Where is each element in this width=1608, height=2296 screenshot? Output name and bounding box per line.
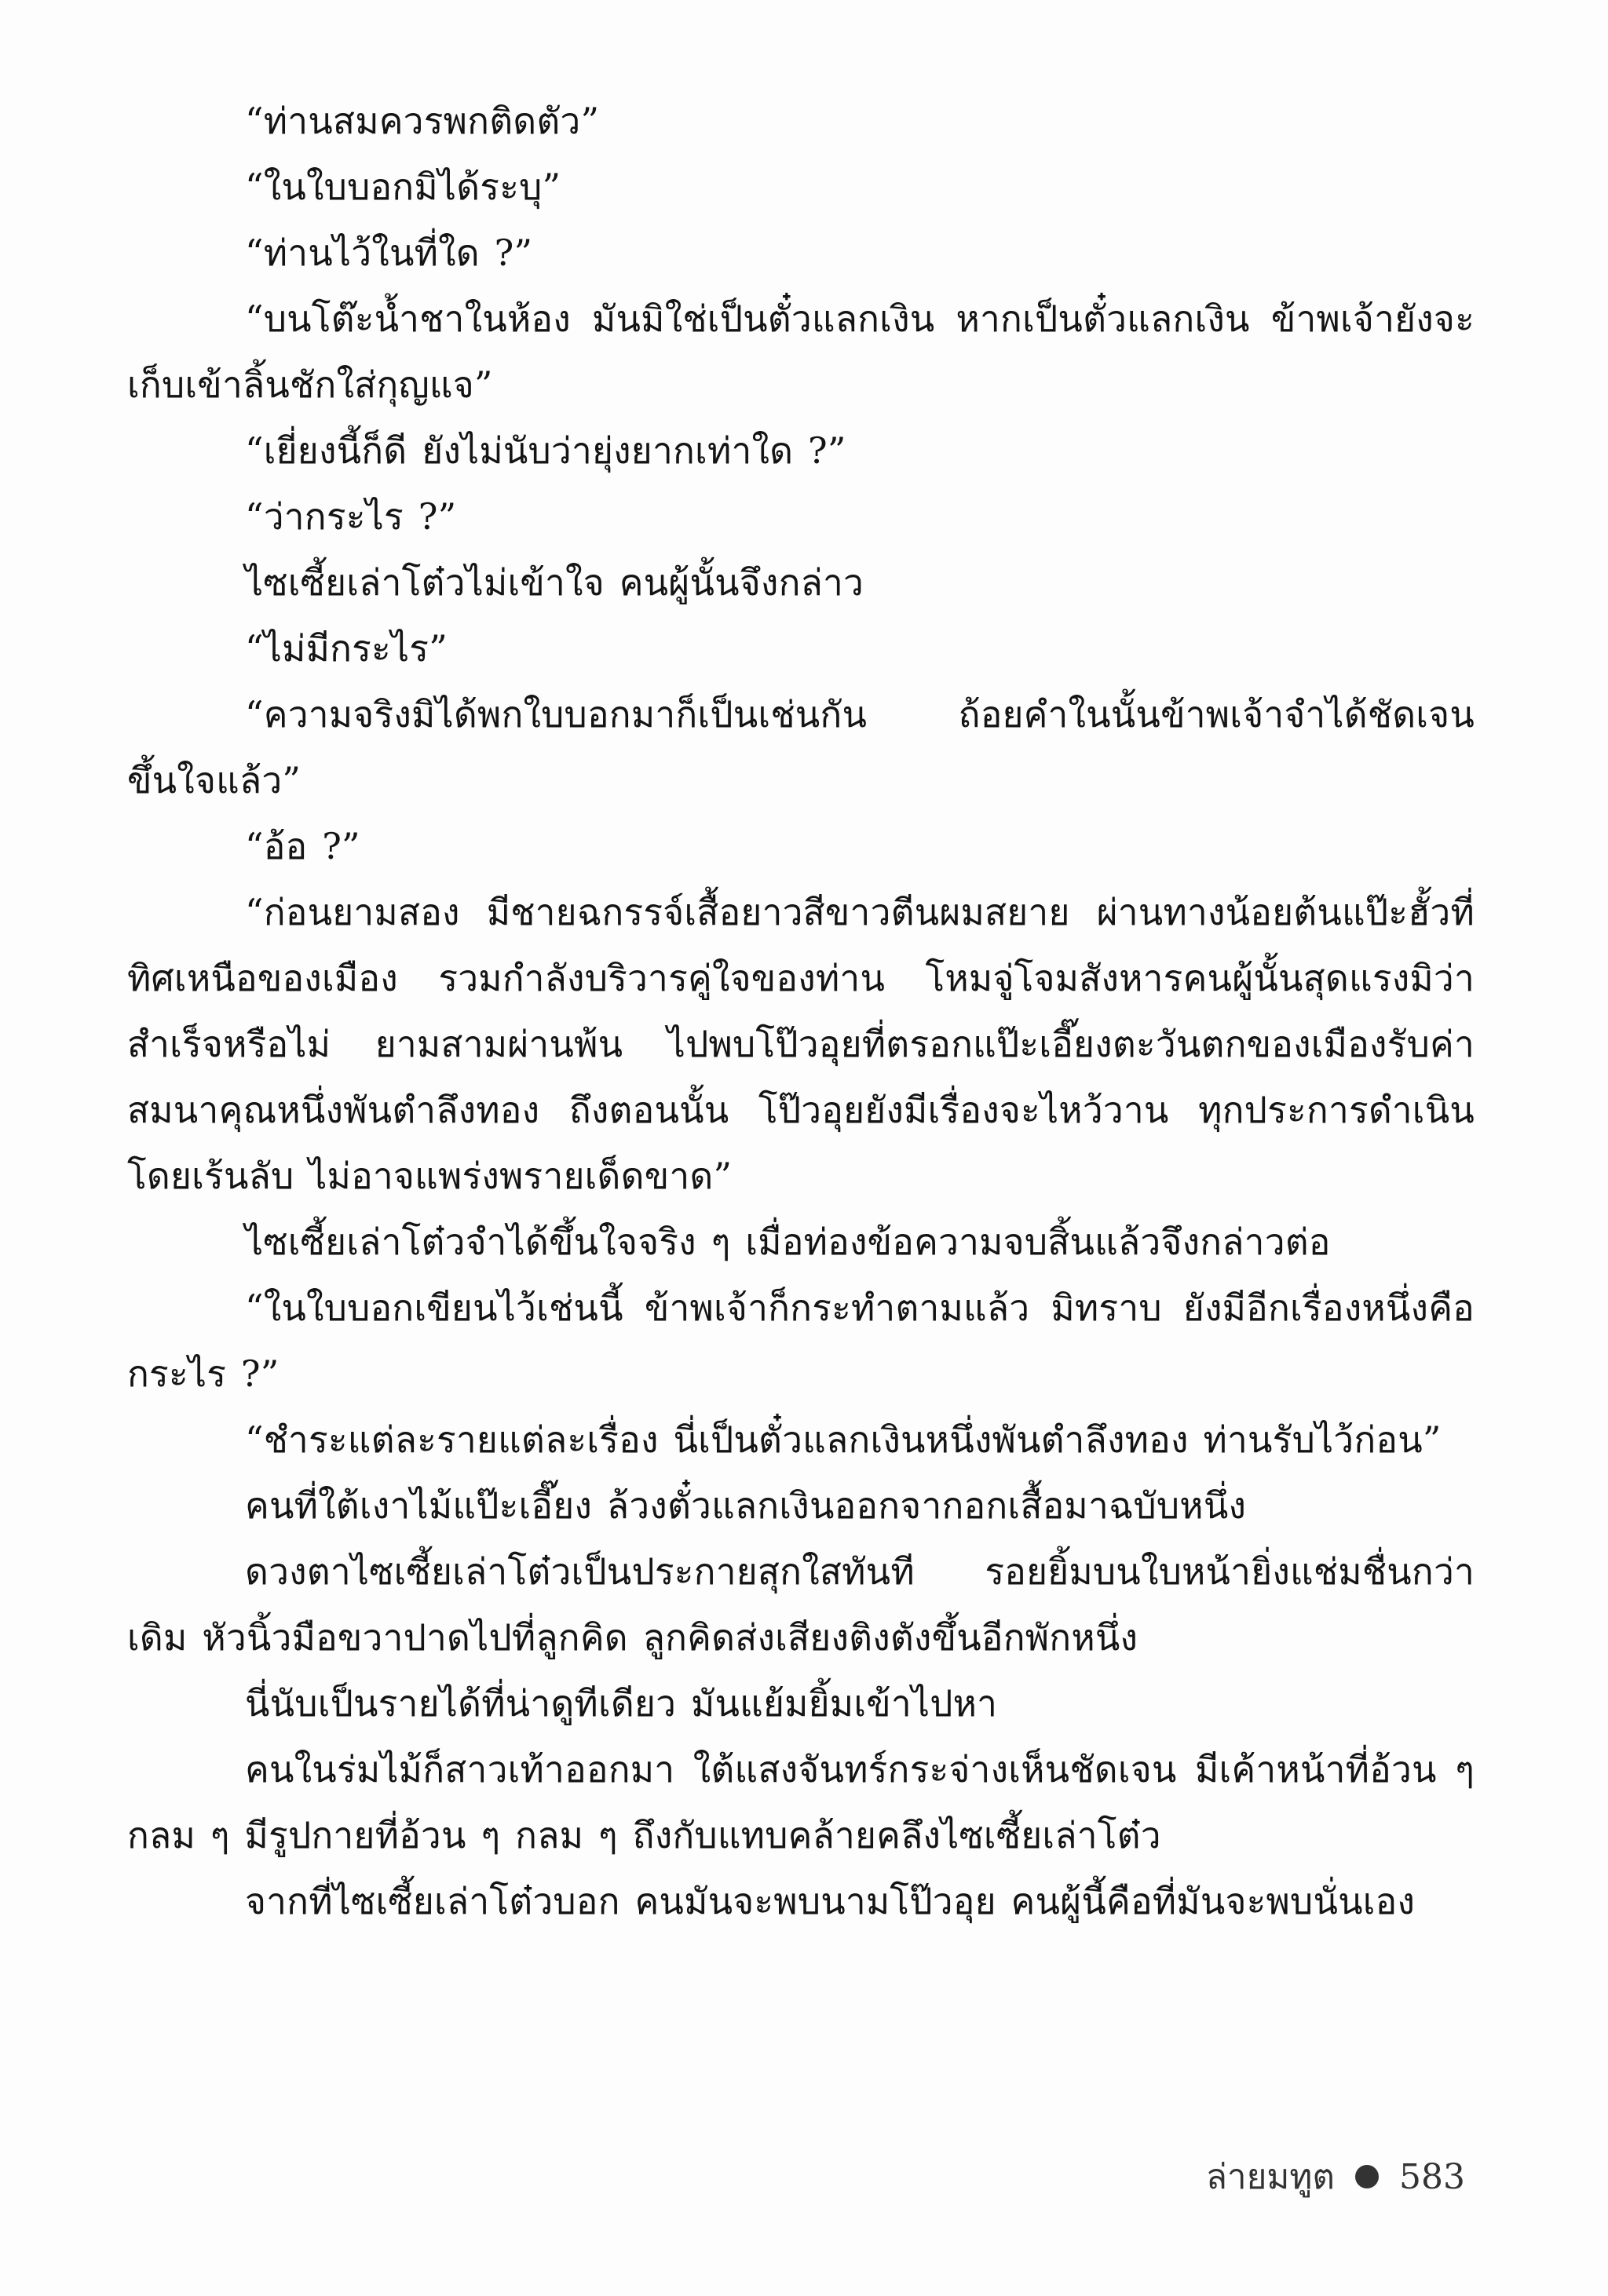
page-number: 583: [1399, 2156, 1465, 2197]
paragraph: “เยี่ยงนี้ก็ดี ยังไม่นับว่ายุ่งยากเท่าใด ?”: [245, 429, 846, 472]
paragraph: “ไม่มีกระไร”: [245, 627, 448, 670]
paragraph: คนที่ใต้เงาไม้แป๊ะเอี๊ยง ล้วงตั๋วแลกเงินออกจากอกเสื้อมาฉบับหนึ่ง: [245, 1484, 1247, 1527]
paragraph: “ความจริงมิได้พกใบบอกมาก็เป็นเช่นกัน ถ้อยคำในนั้นข้าพเจ้าจำได้ชัดเจนขึ้นใจแล้ว”: [127, 693, 1475, 801]
paragraph: “บนโต๊ะน้ำชาในห้อง มันมิใช่เป็นตั๋วแลกเงิน หากเป็นตั๋วแลกเงิน ข้าพเจ้ายังจะเก็บเข้าลิ้นชักใส่กุญแจ”: [127, 297, 1475, 406]
paragraph: “ท่านไว้ในที่ใด ?”: [245, 232, 533, 274]
paragraph: “ในใบบอกมิได้ระบุ”: [245, 166, 561, 208]
paragraph: “ว่ากระไร ?”: [245, 495, 457, 538]
paragraph: “ท่านสมควรพกติดตัว”: [245, 100, 600, 142]
paragraph: ไซเซี้ยเล่าโต๋วไม่เข้าใจ คนผู้นั้นจึงกล่าว: [245, 561, 864, 604]
paragraph: คนในร่มไม้ก็สาวเท้าออกมา ใต้แสงจันทร์กระจ่างเห็นชัดเจน มีเค้าหน้าที่อ้วน ๆ กลม ๆ มีรูปกายที่อ้วน ๆ กลม ๆ ถึงกับแทบคล้ายคลึงไซเซี้ยเล่าโต๋ว: [127, 1748, 1475, 1856]
paragraph: ไซเซี้ยเล่าโต๋วจำได้ขึ้นใจจริง ๆ เมื่อท่องข้อความจบสิ้นแล้วจึงกล่าวต่อ: [245, 1221, 1331, 1263]
paragraph: “อ้อ ?”: [245, 825, 360, 867]
paragraph: นี่นับเป็นรายได้ที่น่าดูทีเดียว มันแย้มยิ้มเข้าไปหา: [245, 1682, 998, 1725]
body-text: [127, 88, 1475, 1934]
paragraph: “ชำระแต่ละรายแต่ละเรื่อง นี่เป็นตั๋วแลกเงินหนึ่งพันตำลึงทอง ท่านรับไว้ก่อน”: [245, 1418, 1442, 1461]
paragraph: “ก่อนยามสอง มีชายฉกรรจ์เสื้อยาวสีขาวตีนผมสยาย ผ่านทางน้อยต้นแป๊ะฮั้วที่ทิศเหนือของเมือง รวมกำลังบริวารคู่ใจของท่าน โหมจู่โจมสังหารคนผู้นั้นสุดแรงมิว่าสำเร็จหรือไม่ ยามสามผ่านพ้น ไปพบโป๊วอุยที่ตรอกแป๊ะเอี๊ยงตะวันตกของเมืองรับค่าสมนาคุณหนึ่งพันตำลึงทอง ถึงตอนนั้น โป๊วอุยยังมีเรื่องจะไหว้วาน ทุกประการดำเนินโดยเร้นลับ ไม่อาจแพร่งพรายเด็ดขาด”: [127, 891, 1475, 1197]
bullet-icon: [1355, 2165, 1379, 2188]
paragraph: ดวงตาไซเซี้ยเล่าโต๋วเป็นประกายสุกใสทันที รอยยิ้มบนใบหน้ายิ่งแช่มชื่นกว่าเดิม หัวนิ้วมือขวาปาดไปที่ลูกคิด ลูกคิดส่งเสียงติงตังขึ้นอีกพักหนึ่ง: [127, 1550, 1475, 1659]
running-title: ล่ายมทูต: [1205, 2157, 1336, 2197]
paragraph: จากที่ไซเซี้ยเล่าโต๋วบอก คนมันจะพบนามโป๊วอุย คนผู้นี้คือที่มันจะพบนั่นเอง: [245, 1880, 1416, 1922]
paragraph: “ในใบบอกเขียนไว้เช่นนี้ ข้าพเจ้าก็กระทำตามแล้ว มิทราบ ยังมีอีกเรื่องหนึ่งคือกระไร ?”: [127, 1287, 1475, 1395]
page-footer: [1206, 2149, 1465, 2204]
